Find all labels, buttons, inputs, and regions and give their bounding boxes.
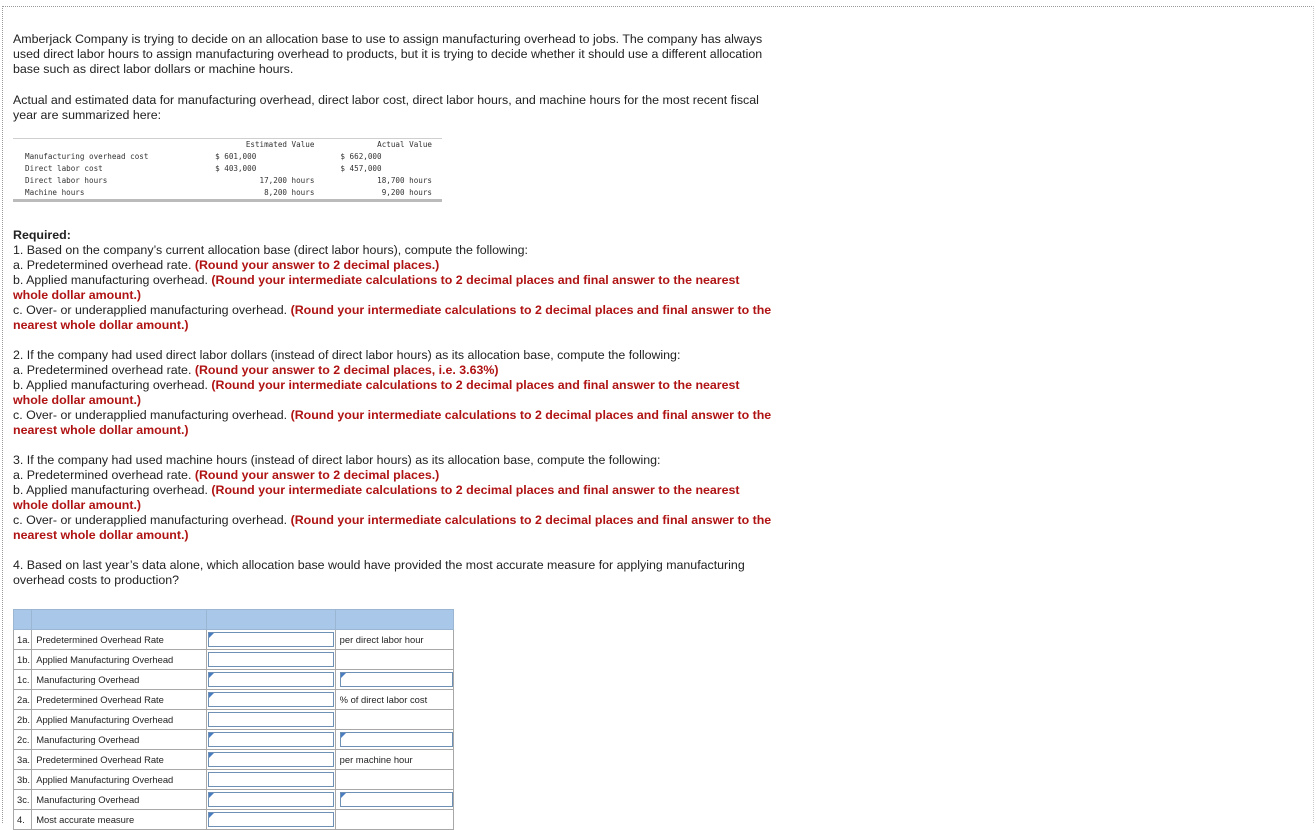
- row-label: Most accurate measure: [32, 810, 207, 830]
- rounding-note: (Round your answer to 2 decimal places.): [194, 258, 440, 272]
- question-4: 4. Based on last year’s data alone, which allocation base would have provided the most accurate measure for applying manufacturing overhead costs to production?: [13, 558, 745, 587]
- answer-input-2b[interactable]: [208, 712, 333, 727]
- row-number: 3c.: [14, 790, 32, 810]
- row-label: Predetermined Overhead Rate: [32, 690, 207, 710]
- rounding-note: (Round your intermediate calculations to 2 decimal places and final answer to the nearest whole dollar amount.): [13, 483, 740, 512]
- row-number: 4.: [14, 810, 32, 830]
- unit-label: [335, 770, 453, 790]
- row-number: 1c.: [14, 670, 32, 690]
- question-3c: c. Over- or underapplied manufacturing overhead.: [13, 513, 288, 527]
- answer-input-3a[interactable]: [208, 752, 333, 767]
- data-intro-paragraph: Actual and estimated data for manufacturing overhead, direct labor cost, direct labor hours, and machine hours for the most recent fiscal year are summarized here:: [13, 93, 759, 122]
- row-label: Machine hours: [13, 187, 210, 201]
- answer-select-4[interactable]: [208, 812, 333, 827]
- row-number: 3a.: [14, 750, 32, 770]
- question-2a: a. Predetermined overhead rate.: [13, 363, 192, 377]
- answer-row: [14, 770, 454, 790]
- row-label: Predetermined Overhead Rate: [32, 750, 207, 770]
- question-2: 2. If the company had used direct labor dollars (instead of direct labor hours) as its allocation base, compute the following:: [13, 348, 681, 362]
- rounding-note: (Round your answer to 2 decimal places.): [194, 468, 440, 482]
- answer-row: [14, 670, 454, 690]
- answer-input-2c[interactable]: [340, 732, 453, 747]
- row-label: Manufacturing overhead cost: [25, 152, 149, 161]
- row-label: Applied Manufacturing Overhead: [32, 650, 207, 670]
- data-table: [13, 138, 442, 202]
- unit-label: per direct labor hour: [335, 630, 453, 650]
- row-label: Manufacturing Overhead: [32, 730, 207, 750]
- answer-row: [14, 710, 454, 730]
- required-section-3: [13, 453, 773, 543]
- row-label: Applied Manufacturing Overhead: [32, 770, 207, 790]
- question-1: 1. Based on the company’s current allocation base (direct labor hours), compute the following:: [13, 243, 528, 257]
- row-label: Applied Manufacturing Overhead: [32, 710, 207, 730]
- answer-input-3c[interactable]: [340, 792, 453, 807]
- estimated-value: 17,200 hours: [259, 176, 315, 185]
- answer-select-3c[interactable]: [208, 792, 333, 807]
- answer-row: [14, 630, 454, 650]
- question-1a: a. Predetermined overhead rate.: [13, 258, 192, 272]
- answer-row: [14, 750, 454, 770]
- question-3a: a. Predetermined overhead rate.: [13, 468, 192, 482]
- question-3b: b. Applied manufacturing overhead.: [13, 483, 208, 497]
- rounding-note: (Round your intermediate calculations to 2 decimal places and final answer to the nearest whole dollar amount.): [13, 513, 772, 542]
- data-row: [13, 175, 442, 187]
- estimated-value: $ 601,000: [215, 152, 257, 161]
- answer-grid: [13, 609, 454, 830]
- actual-value: 9,200 hours: [324, 187, 442, 201]
- actual-value-header: Actual Value: [324, 139, 442, 152]
- required-title: Required:: [13, 228, 71, 242]
- answer-input-1c[interactable]: [340, 672, 453, 687]
- row-number: 3b.: [14, 770, 32, 790]
- rounding-note: (Round your answer to 2 decimal places, i.e. 3.63%): [194, 363, 499, 377]
- estimated-value: 8,200 hours: [210, 187, 324, 201]
- answer-row: [14, 690, 454, 710]
- estimated-value: $ 403,000: [215, 164, 257, 173]
- answer-row: [14, 730, 454, 750]
- row-label: Direct labor cost: [25, 164, 103, 173]
- answer-input-1a[interactable]: [208, 632, 333, 647]
- actual-value: $ 457,000: [340, 164, 382, 173]
- intro-paragraph: Amberjack Company is trying to decide on an allocation base to use to assign manufacturing overhead to jobs. The company has always used direct labor hours to assign manufacturing overhead to products, but it is trying to decide whether it should use a different allocation base such as direct labor dollars or machine hours.: [13, 32, 763, 76]
- row-number: 2b.: [14, 710, 32, 730]
- actual-value: $ 662,000: [340, 152, 382, 161]
- data-table-header: [13, 139, 442, 152]
- rounding-note: (Round your intermediate calculations to 2 decimal places and final answer to the nearest whole dollar amount.): [13, 303, 772, 332]
- row-number: 1b.: [14, 650, 32, 670]
- answer-row: [14, 790, 454, 810]
- question-3: 3. If the company had used machine hours (instead of direct labor hours) as its allocation base, compute the following:: [13, 453, 661, 467]
- required-section-1: [13, 228, 773, 333]
- unit-label: [335, 650, 453, 670]
- row-label: Manufacturing Overhead: [32, 670, 207, 690]
- data-row: [13, 163, 442, 175]
- row-label: Manufacturing Overhead: [32, 790, 207, 810]
- answer-select-1c[interactable]: [208, 672, 333, 687]
- estimated-value-header: Estimated Value: [210, 139, 324, 152]
- answer-input-2a[interactable]: [208, 692, 333, 707]
- question-1c: c. Over- or underapplied manufacturing overhead.: [13, 303, 288, 317]
- unit-label: % of direct labor cost: [335, 690, 453, 710]
- answer-row: [14, 650, 454, 670]
- row-number: 2c.: [14, 730, 32, 750]
- question-2b: b. Applied manufacturing overhead.: [13, 378, 208, 392]
- data-row: [13, 151, 442, 163]
- rounding-note: (Round your intermediate calculations to 2 decimal places and final answer to the nearest whole dollar amount.): [13, 273, 740, 302]
- question-2c: c. Over- or underapplied manufacturing overhead.: [13, 408, 288, 422]
- question-1b: b. Applied manufacturing overhead.: [13, 273, 208, 287]
- row-label: Direct labor hours: [25, 176, 108, 185]
- rounding-note: (Round your intermediate calculations to 2 decimal places and final answer to the nearest whole dollar amount.): [13, 378, 740, 407]
- unit-label: [335, 710, 453, 730]
- row-label: Predetermined Overhead Rate: [32, 630, 207, 650]
- row-number: 2a.: [14, 690, 32, 710]
- answer-grid-header: [14, 610, 454, 630]
- required-section-2: [13, 348, 773, 438]
- data-row: [13, 187, 442, 201]
- answer-select-2c[interactable]: [208, 732, 333, 747]
- row-number: 1a.: [14, 630, 32, 650]
- rounding-note: (Round your intermediate calculations to 2 decimal places and final answer to the nearest whole dollar amount.): [13, 408, 772, 437]
- answer-row: [14, 810, 454, 830]
- answer-input-1b[interactable]: [208, 652, 333, 667]
- unit-label: per machine hour: [335, 750, 453, 770]
- answer-input-3b[interactable]: [208, 772, 333, 787]
- actual-value: 18,700 hours: [377, 176, 432, 185]
- unit-label: [335, 810, 453, 830]
